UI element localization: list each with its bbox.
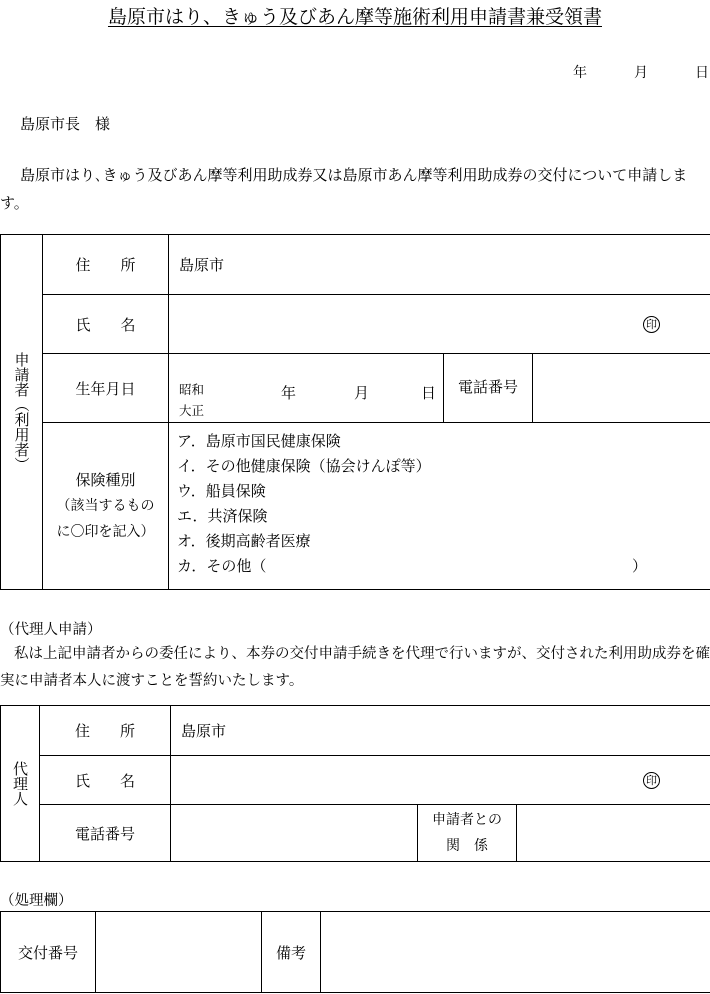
- proxy-address-field[interactable]: 島原市: [171, 706, 710, 756]
- seal-mark-icon: 印: [643, 316, 660, 333]
- insurance-option[interactable]: ア．島原市国民健康保険: [177, 432, 341, 450]
- birth-day-label: 日: [421, 384, 437, 402]
- era-taisho: 大正: [179, 403, 205, 418]
- insurance-type-label: 保険種別 （該当するもの に〇印を記入）: [43, 423, 169, 590]
- applicant-phone-field[interactable]: [533, 354, 710, 423]
- birth-year-label: 年: [281, 384, 297, 402]
- other-close-paren: ）: [632, 557, 648, 575]
- applicant-address-label: 住 所: [43, 235, 169, 295]
- insurance-option-other[interactable]: カ．その他（ ）: [177, 554, 710, 579]
- processing-heading: （処理欄）: [0, 893, 73, 909]
- applicant-address-field[interactable]: 島原市: [169, 235, 710, 295]
- proxy-phone-field[interactable]: [171, 805, 418, 862]
- proxy-name-field[interactable]: [171, 756, 710, 805]
- proxy-section-label: 代理人: [1, 706, 40, 862]
- insurance-option[interactable]: イ．その他健康保険（協会けんぽ等）: [177, 457, 431, 475]
- issue-number-label: 交付番号: [1, 912, 96, 993]
- seal-mark-icon: 印: [643, 772, 660, 789]
- form-title: 島原市はり、きゅう及びあん摩等施術利用申請書兼受領書: [107, 6, 602, 28]
- insurance-option[interactable]: オ．後期高齢者医療: [177, 532, 311, 550]
- proxy-name-label: 氏 名: [40, 756, 171, 805]
- insurance-option[interactable]: ウ．船員保険: [177, 482, 266, 500]
- era-showa: 昭和: [179, 382, 205, 397]
- proxy-address-label: 住 所: [40, 706, 171, 756]
- relation-label: 申請者との 関 係: [418, 805, 517, 862]
- proxy-phone-label: 電話番号: [40, 805, 171, 862]
- applicant-section-label: 申請者（利用者）: [1, 235, 43, 590]
- remarks-field[interactable]: [321, 912, 710, 993]
- applicant-table: [0, 234, 710, 590]
- issue-number-field[interactable]: [96, 912, 262, 993]
- insurance-options[interactable]: [169, 423, 710, 590]
- date-day-label: 日: [695, 65, 709, 81]
- applicant-name-field[interactable]: [169, 295, 710, 354]
- date-year-label: 年: [573, 65, 587, 81]
- proxy-heading: （代理人申請）: [0, 622, 102, 638]
- proxy-table: [0, 705, 710, 862]
- proxy-text: 私は上記申請者からの委任により、本券の交付申請手続きを代理で行いますが、交付された利用助成券を確実に申請者本人に渡すことを誓約いたします。: [0, 646, 710, 689]
- insurance-option[interactable]: エ．共済保険: [177, 507, 268, 525]
- date-month-label: 月: [634, 65, 648, 81]
- intro-text: 島原市はり､きゅう及びあん摩等利用助成券又は島原市あん摩等利用助成券の交付について申請します。: [0, 166, 688, 212]
- birthdate-label: 生年月日: [43, 354, 169, 423]
- birthdate-field[interactable]: [169, 354, 444, 423]
- applicant-phone-label: 電話番号: [444, 354, 533, 423]
- processing-table: [0, 911, 710, 993]
- addressee: 島原市長 様: [20, 115, 111, 133]
- applicant-name-label: 氏 名: [43, 295, 169, 354]
- birth-month-label: 月: [354, 384, 370, 402]
- relation-field[interactable]: [517, 805, 710, 862]
- remarks-label: 備考: [262, 912, 321, 993]
